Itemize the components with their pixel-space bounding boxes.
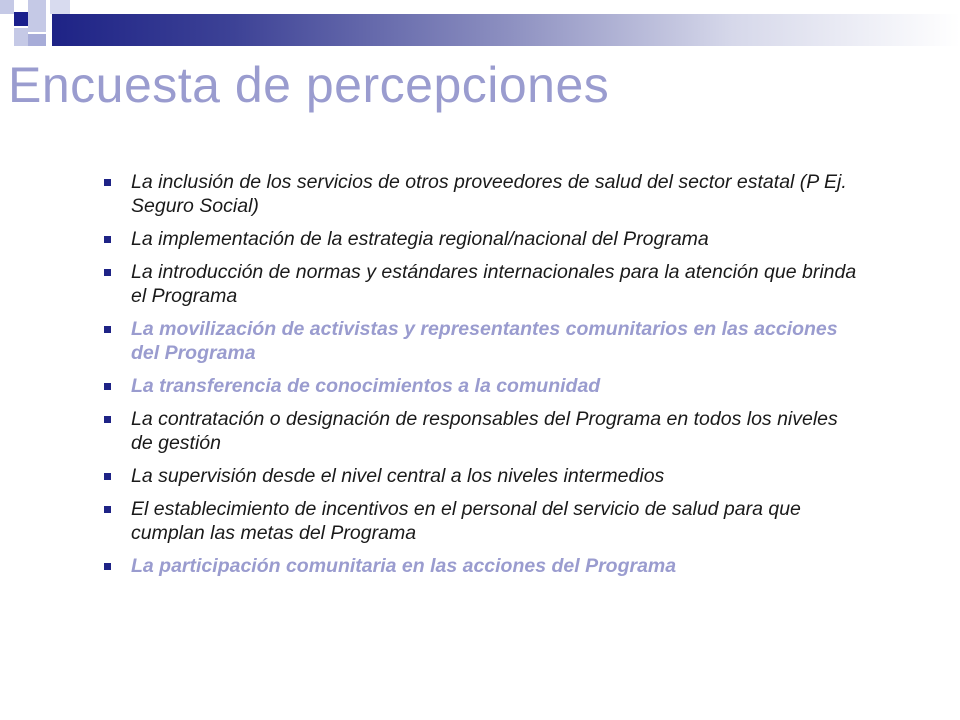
bullet-item <box>104 227 864 251</box>
bullet-text: La contratación o designación de responsables del Programa en todos los niveles de gestión <box>131 408 838 454</box>
bullet-item <box>104 554 864 578</box>
square-bullet-icon <box>104 416 111 423</box>
bullet-item <box>104 407 864 455</box>
square-bullet-icon <box>104 473 111 480</box>
bullet-item <box>104 497 864 545</box>
bullet-text: La transferencia de conocimientos a la comunidad <box>131 375 601 397</box>
bullet-text: El establecimiento de incentivos en el personal del servicio de salud para que cumplan las metas del Programa <box>131 498 801 544</box>
bullet-item <box>104 374 864 398</box>
bullet-text: La introducción de normas y estándares internacionales para la atención que brinda el Programa <box>131 261 857 307</box>
decorative-square <box>14 28 28 46</box>
header-gradient-bar <box>52 14 960 46</box>
square-bullet-icon <box>104 506 111 513</box>
square-bullet-icon <box>104 563 111 570</box>
decorative-square <box>28 0 46 32</box>
bullet-text: La supervisión desde el nivel central a los niveles intermedios <box>131 465 665 487</box>
square-bullet-icon <box>104 269 111 276</box>
bullet-text: La implementación de la estrategia regional/nacional del Programa <box>131 228 709 250</box>
bullet-list <box>104 170 864 587</box>
slide-title: Encuesta de percepciones <box>8 57 610 113</box>
bullet-item <box>104 170 864 218</box>
square-bullet-icon <box>104 383 111 390</box>
bullet-text: La movilización de activistas y representantes comunitarios en las acciones del Programa <box>131 318 838 364</box>
square-bullet-icon <box>104 326 111 333</box>
decorative-square <box>0 0 14 14</box>
bullet-item <box>104 260 864 308</box>
bullet-item <box>104 317 864 365</box>
bullet-item <box>104 464 864 488</box>
decorative-square <box>14 12 28 26</box>
decorative-square <box>28 34 46 46</box>
square-bullet-icon <box>104 179 111 186</box>
decorative-square <box>50 0 70 14</box>
bullet-text: La participación comunitaria en las acciones del Programa <box>131 555 677 577</box>
square-bullet-icon <box>104 236 111 243</box>
bullet-text: La inclusión de los servicios de otros proveedores de salud del sector estatal (P Ej. Seguro Social) <box>131 171 847 217</box>
